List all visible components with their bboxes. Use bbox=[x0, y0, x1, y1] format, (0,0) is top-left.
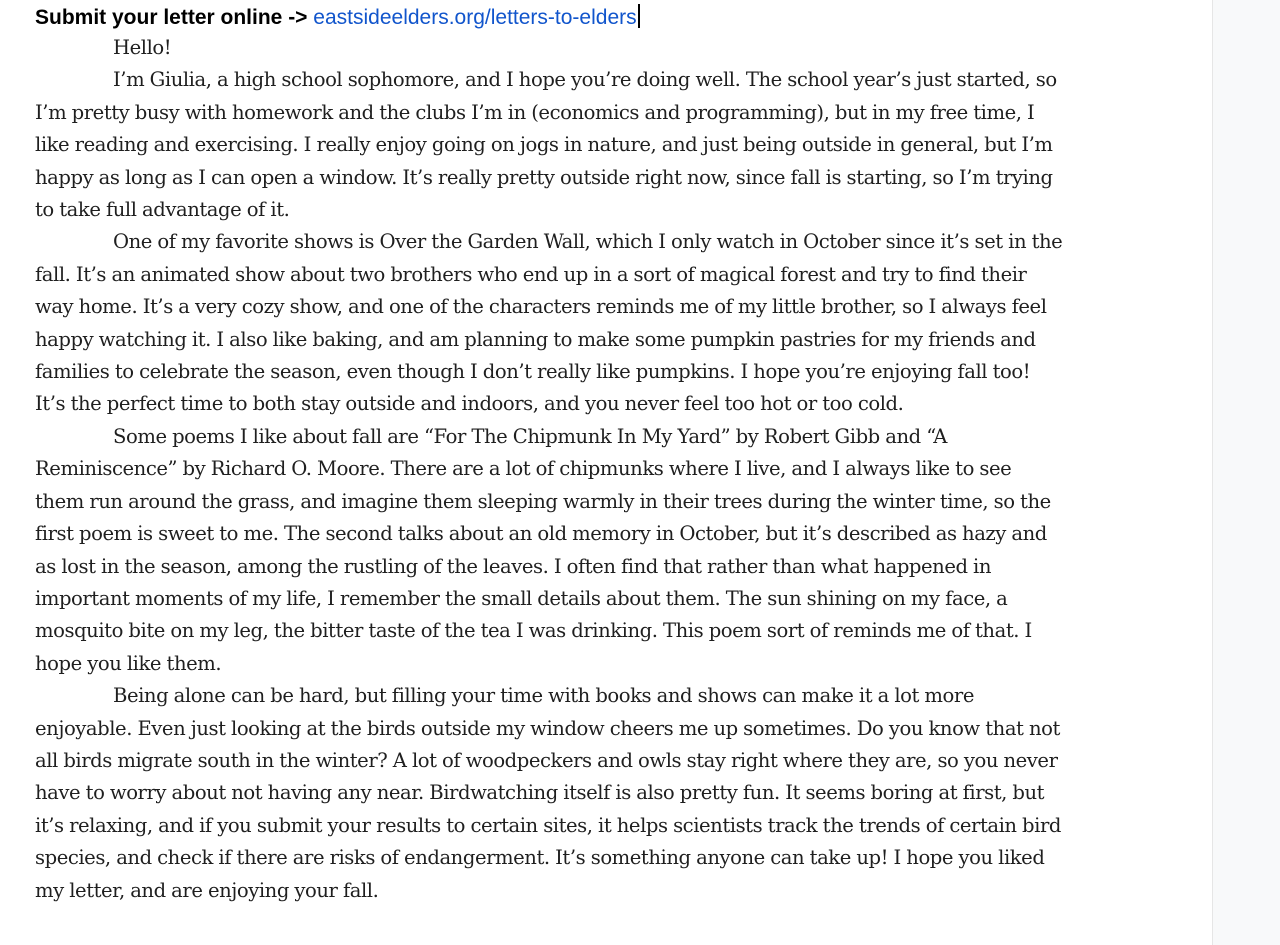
letter-greeting: Hello! bbox=[113, 36, 172, 59]
submit-label: Submit your letter online -> bbox=[35, 6, 308, 29]
submit-link[interactable]: eastsideelders.org/letters-to-elders bbox=[313, 6, 637, 29]
letter-paragraph: I’m Giulia, a high school sophomore, and I hope you’re doing well. The school year’s just started, so I’m pretty busy with homework and the clubs I’m in (economics and programming), but in my free time, I like reading and exercising. I really enjoy going on jogs in nature, and just being outside in general, but I’m happy as long as I can open a window. It’s really pretty outside right now, since fall is starting, so I’m trying to take full advantage of it. bbox=[35, 68, 1057, 222]
letter-text bbox=[35, 32, 1065, 907]
letter-paragraph: Some poems I like about fall are “For The Chipmunk In My Yard” by Robert Gibb and “A Reminiscence” by Richard O. Moore. There are a lot of chipmunks where I live, and I always like to see them run around the grass, and imagine them sleeping warmly in their trees during the winter time, so the first poem is sweet to me. The second talks about an old memory in October, but it’s described as hazy and as lost in the season, among the rustling of the leaves. I often find that rather than what happened in important moments of my life, I remember the small details about them. The sun shining on my face, a mosquito bite on my leg, the bitter taste of the tea I was drinking. This poem sort of reminds me of that. I hope you like them. bbox=[35, 424, 1051, 675]
letter-paragraph: One of my favorite shows is Over the Garden Wall, which I only watch in October since it’s set in the fall. It’s an animated show about two brothers who end up in a sort of magical forest and try to find their way home. It’s a very cozy show, and one of the characters reminds me of my little brother, so I always feel happy watching it. I also like baking, and am planning to make some pumpkin pastries for my friends and families to celebrate the season, even though I don’t really like pumpkins. I hope you’re enjoying fall too! It’s the perfect time to both stay outside and indoors, and you never feel too hot or too cold. bbox=[35, 230, 1063, 416]
document-body[interactable] bbox=[35, 4, 1065, 907]
canvas-margin bbox=[1213, 0, 1280, 945]
letter-paragraph: Being alone can be hard, but filling your time with books and shows can make it a lot more enjoyable. Even just looking at the birds outside my window cheers me up sometimes. Do you know that not all birds migrate south in the winter? A lot of woodpeckers and owls stay right where they are, so you never have to worry about not having any near. Birdwatching itself is also pretty fun. It seems boring at first, but it’s relaxing, and if you submit your results to certain sites, it helps scientists track the trends of certain bird species, and check if there are risks of endangerment. It’s something anyone can take up! I hope you liked my letter, and are enjoying your fall. bbox=[35, 684, 1061, 902]
text-cursor bbox=[638, 4, 640, 28]
submit-line bbox=[35, 4, 1065, 32]
